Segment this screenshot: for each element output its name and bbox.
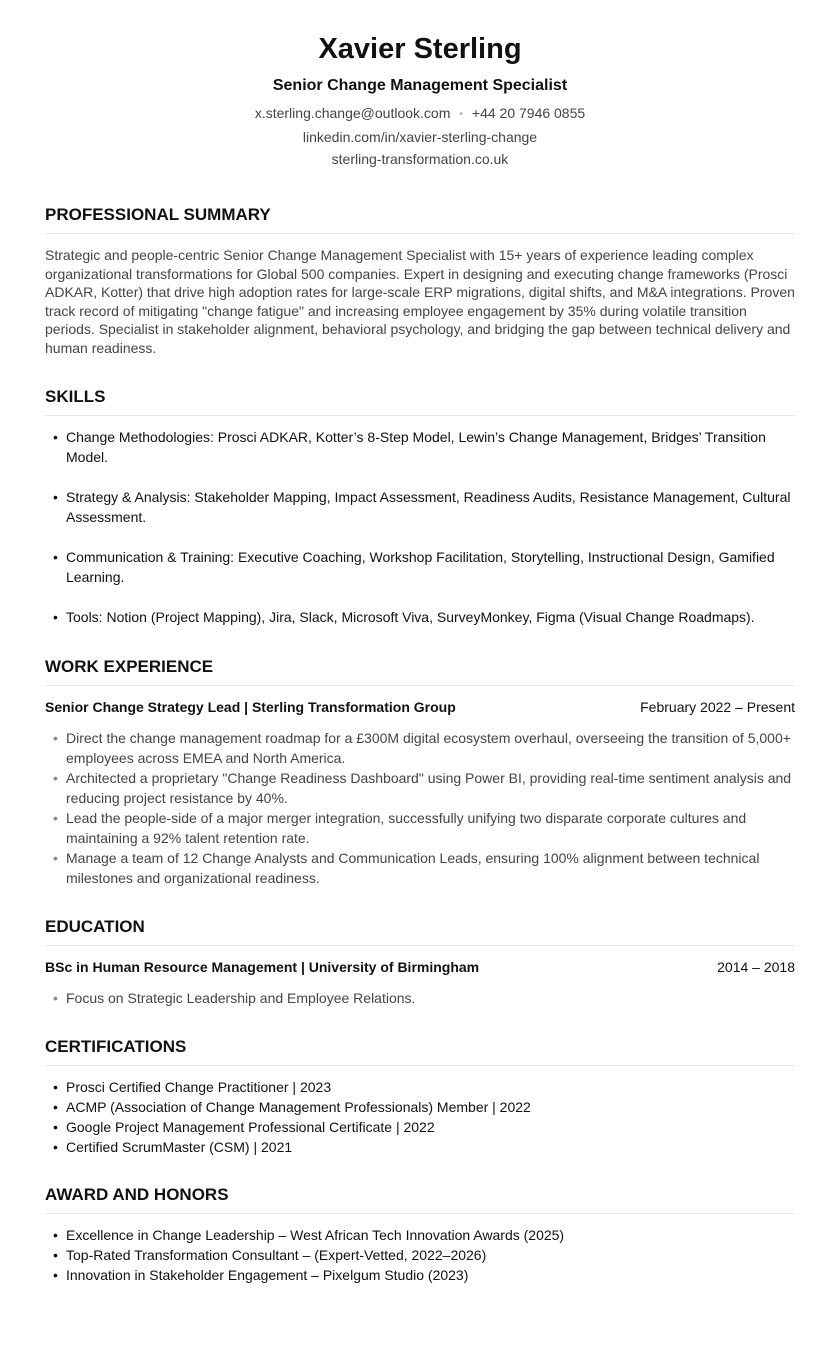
bullet-icon: • bbox=[53, 990, 58, 1006]
list-item bbox=[45, 988, 795, 1008]
list-item bbox=[45, 547, 795, 587]
bullet-icon: • bbox=[53, 1227, 58, 1243]
bullet-icon: • bbox=[53, 1267, 58, 1283]
bullet-icon: • bbox=[53, 1139, 58, 1155]
bullet-icon: • bbox=[53, 810, 58, 826]
job-title: Senior Change Management Specialist bbox=[272, 77, 568, 94]
list-item bbox=[45, 1077, 795, 1097]
list-item bbox=[45, 1245, 795, 1265]
experience-section bbox=[45, 656, 795, 888]
award-text: Innovation in Stakeholder Engagement – Pixelgum Studio (2023) bbox=[66, 1267, 469, 1283]
certification-text: ACMP (Association of Change Management Professionals) Member | 2022 bbox=[66, 1099, 531, 1115]
award-text: Top-Rated Transformation Consultant – (Expert-Vetted, 2022–2026) bbox=[66, 1247, 487, 1263]
experience-bullets bbox=[45, 728, 795, 888]
linkedin-link[interactable]: linkedin.com/in/xavier-sterling-change bbox=[302, 129, 538, 145]
website-link[interactable]: sterling-transformation.co.uk bbox=[331, 151, 509, 167]
skills-section bbox=[45, 386, 795, 627]
degree-title: BSc in Human Resource Management | University of Birmingham bbox=[45, 959, 480, 975]
section-heading-awards: AWARD AND HONORS bbox=[45, 1184, 795, 1214]
bullet-icon: • bbox=[53, 489, 58, 505]
education-detail: Focus on Strategic Leadership and Employee Relations. bbox=[66, 990, 416, 1006]
separator-dot: • bbox=[459, 109, 463, 120]
list-item bbox=[45, 768, 795, 808]
skill-text: Strategy & Analysis: Stakeholder Mapping, Impact Assessment, Readiness Audits, Resistance Management, Cultural Assessment. bbox=[66, 489, 791, 525]
education-header bbox=[45, 957, 795, 977]
resume-header bbox=[45, 0, 795, 170]
bullet-icon: • bbox=[53, 1079, 58, 1095]
email-link[interactable]: x.sterling.change@outlook.com bbox=[254, 105, 451, 121]
summary-text: Strategic and people-centric Senior Change Management Specialist with 15+ years of experience leading complex organizational transformations for Global 500 companies. Expert in designing and executing change frameworks (Prosci ADKAR, Kotter) that drive high adoption rates for large-scale ERP migrations, digital shifts, and M&A integrations. Proven track record of mitigating "change fatigue" and increasing employee engagement by 35% during volatile transition periods. Specialist in stakeholder alignment, behavioral psychology, and bridging the gap between technical delivery and human readiness. bbox=[45, 247, 795, 356]
awards-section bbox=[45, 1184, 795, 1285]
list-item bbox=[45, 1225, 795, 1245]
certification-text: Certified ScrumMaster (CSM) | 2021 bbox=[66, 1139, 293, 1155]
education-dates: 2014 – 2018 bbox=[717, 959, 795, 975]
job-header bbox=[45, 697, 795, 717]
achievement-text: Lead the people-side of a major merger integration, successfully unifying two disparate corporate cultures and maintaining a 92% talent retention rate. bbox=[66, 810, 747, 846]
bullet-icon: • bbox=[53, 730, 58, 746]
education-bullets bbox=[45, 988, 795, 1008]
list-item bbox=[45, 487, 795, 527]
awards-list bbox=[45, 1225, 795, 1285]
bullet-icon: • bbox=[53, 1119, 58, 1135]
section-heading-summary: PROFESSIONAL SUMMARY bbox=[45, 204, 795, 234]
bullet-icon: • bbox=[53, 850, 58, 866]
list-item bbox=[45, 808, 795, 848]
job-dates: February 2022 – Present bbox=[640, 699, 795, 715]
summary-section bbox=[45, 204, 795, 357]
list-item bbox=[45, 607, 795, 627]
certifications-section bbox=[45, 1036, 795, 1157]
bullet-icon: • bbox=[53, 549, 58, 565]
contact-line bbox=[45, 102, 795, 126]
bullet-icon: • bbox=[53, 770, 58, 786]
bullet-icon: • bbox=[53, 1247, 58, 1263]
certifications-list bbox=[45, 1077, 795, 1157]
list-item bbox=[45, 848, 795, 888]
certification-text: Google Project Management Professional Certificate | 2022 bbox=[66, 1119, 435, 1135]
skills-list bbox=[45, 427, 795, 627]
skill-text: Change Methodologies: Prosci ADKAR, Kotter’s 8-Step Model, Lewin’s Change Management, Bridges’ Transition Model. bbox=[66, 429, 766, 465]
section-heading-experience: WORK EXPERIENCE bbox=[45, 656, 795, 686]
phone-number[interactable]: +44 20 7946 0855 bbox=[471, 105, 586, 121]
list-item bbox=[45, 1265, 795, 1285]
list-item bbox=[45, 427, 795, 467]
list-item bbox=[45, 728, 795, 768]
job-role: Senior Change Strategy Lead | Sterling Transformation Group bbox=[45, 699, 456, 715]
section-heading-skills: SKILLS bbox=[45, 386, 795, 416]
skill-text: Communication & Training: Executive Coaching, Workshop Facilitation, Storytelling, Instructional Design, Gamified Learning. bbox=[66, 549, 775, 585]
skill-text: Tools: Notion (Project Mapping), Jira, Slack, Microsoft Viva, SurveyMonkey, Figma (Visual Change Roadmaps). bbox=[66, 609, 755, 625]
section-heading-education: EDUCATION bbox=[45, 916, 795, 946]
bullet-icon: • bbox=[53, 609, 58, 625]
list-item bbox=[45, 1117, 795, 1137]
list-item bbox=[45, 1137, 795, 1157]
certification-text: Prosci Certified Change Practitioner | 2023 bbox=[66, 1079, 332, 1095]
bullet-icon: • bbox=[53, 1099, 58, 1115]
achievement-text: Direct the change management roadmap for a £300M digital ecosystem overhaul, overseeing the transition of 5,000+ employees across EMEA and North America. bbox=[66, 730, 791, 766]
award-text: Excellence in Change Leadership – West African Tech Innovation Awards (2025) bbox=[66, 1227, 565, 1243]
education-section bbox=[45, 916, 795, 1008]
candidate-name: Xavier Sterling bbox=[318, 33, 522, 65]
bullet-icon: • bbox=[53, 429, 58, 445]
section-heading-certifications: CERTIFICATIONS bbox=[45, 1036, 795, 1066]
achievement-text: Manage a team of 12 Change Analysts and Communication Leads, ensuring 100% alignment between technical milestones and organizational readiness. bbox=[66, 850, 760, 886]
list-item bbox=[45, 1097, 795, 1117]
achievement-text: Architected a proprietary "Change Readiness Dashboard" using Power BI, providing real-time sentiment analysis and reducing project resistance by 40%. bbox=[66, 770, 792, 806]
